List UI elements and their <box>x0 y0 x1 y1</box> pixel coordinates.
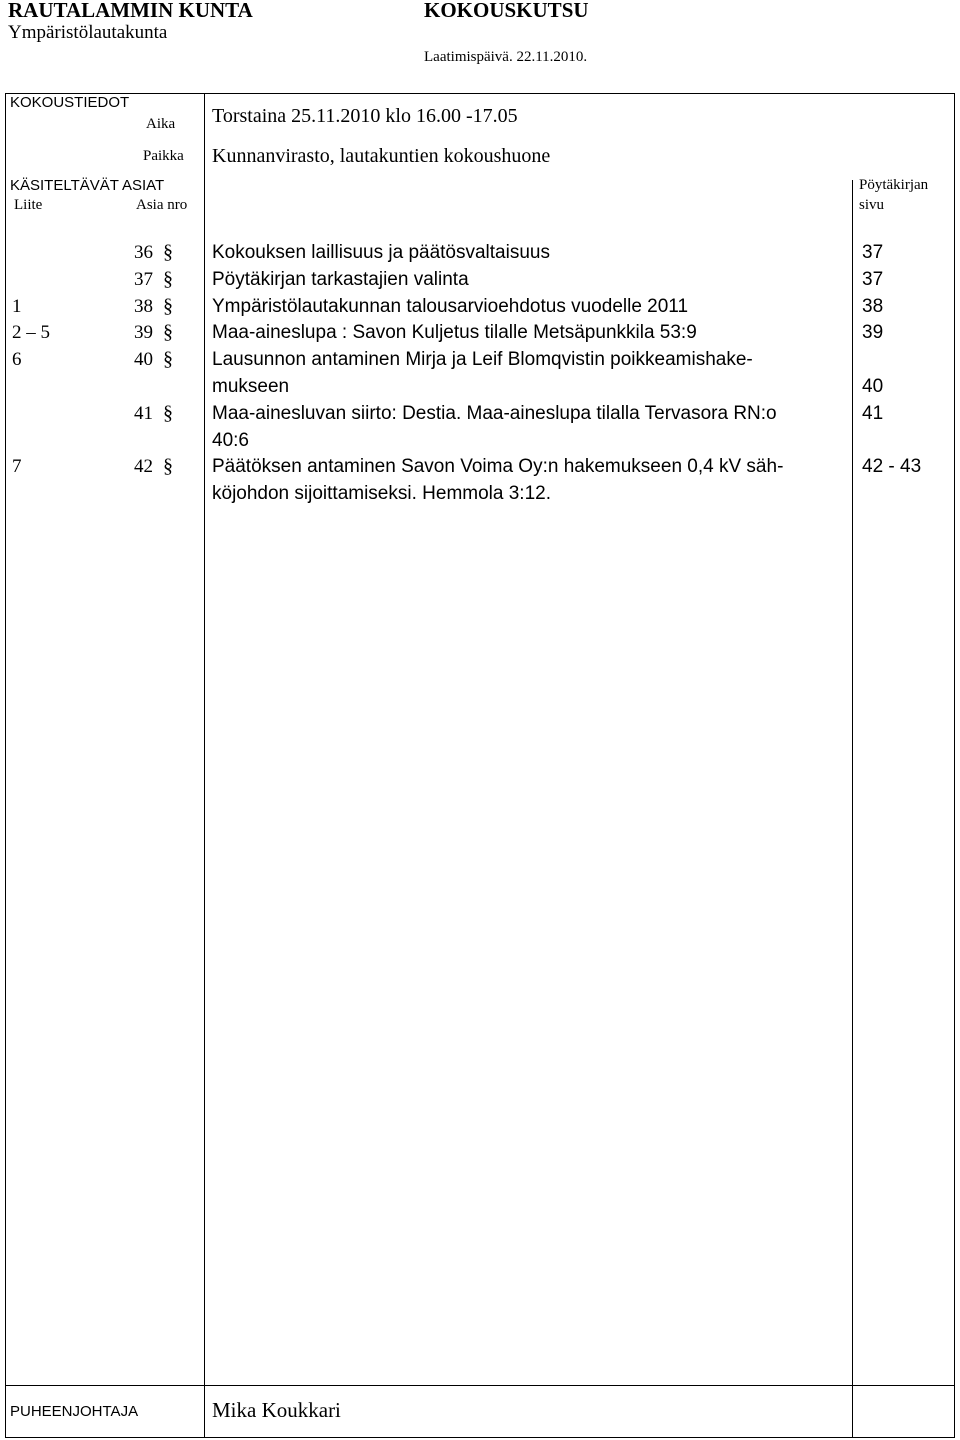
item-number-column-header: Asia nro <box>136 197 188 213</box>
agenda-item-number: 39 <box>134 322 153 344</box>
chair-label: PUHEENJOHTAJA <box>10 1403 139 1420</box>
agenda-item-title: Pöytäkirjan tarkastajien valinta <box>212 268 469 290</box>
agenda-item-page: 38 <box>862 295 884 317</box>
agenda-item-number: 41 <box>134 402 153 424</box>
footer-divider <box>5 1385 955 1386</box>
page-column-header-line1: Pöytäkirjan <box>859 177 929 193</box>
agenda-item-number: 40 <box>134 349 153 371</box>
attachment-column-header: Liite <box>14 197 43 213</box>
column-divider-right <box>852 180 853 1438</box>
agenda-item-attachment: 7 <box>12 456 22 478</box>
agenda-item-title: Päätöksen antaminen Savon Voima Oy:n hakemukseen 0,4 kV säh- <box>212 456 784 478</box>
place-label: Paikka <box>143 148 184 164</box>
agenda-item-number: 37 <box>134 268 153 290</box>
chair-name: Mika Koukkari <box>212 1398 341 1422</box>
agenda-section-label: KÄSITELTÄVÄT ASIAT <box>10 177 165 194</box>
agenda-item-page: 37 <box>862 268 884 290</box>
place-value: Kunnanvirasto, lautakuntien kokoushuone <box>212 145 551 167</box>
created-date: Laatimispäivä. 22.11.2010. <box>424 49 588 65</box>
agenda-item-title: Maa-aineslupa : Savon Kuljetus tilalle Metsäpunkkila 53:9 <box>212 322 697 344</box>
agenda-item-page: 42 - 43 <box>862 456 922 478</box>
paragraph-symbol: § <box>163 401 173 424</box>
document-type: KOKOUSKUTSU <box>424 0 589 22</box>
agenda-item-attachment: 1 <box>12 295 22 317</box>
page-column-header-line2: sivu <box>859 197 885 213</box>
meeting-info-label: KOKOUSTIEDOT <box>10 94 130 111</box>
agenda-item-title: köjohdon sijoittamiseksi. Hemmola 3:12. <box>212 483 551 505</box>
agenda-item-page: 41 <box>862 402 884 424</box>
paragraph-symbol: § <box>163 348 173 371</box>
agenda-item-page: 40 <box>862 376 884 397</box>
time-label: Aika <box>146 116 176 132</box>
time-value: Torstaina 25.11.2010 klo 16.00 -17.05 <box>212 105 518 127</box>
paragraph-symbol: § <box>163 455 173 478</box>
agenda-item-page: 39 <box>862 322 884 344</box>
agenda-item-attachment: 6 <box>12 349 22 371</box>
column-divider-left <box>204 93 205 1438</box>
agenda-item-attachment: 2 – 5 <box>12 322 50 344</box>
paragraph-symbol: § <box>163 241 173 263</box>
agenda-item-title: Lausunnon antaminen Mirja ja Leif Blomqvistin poikkeamishake- <box>212 349 753 371</box>
agenda-item-title: mukseen <box>212 376 290 397</box>
agenda-item-title: 40:6 <box>212 429 249 451</box>
organization-name: RAUTALAMMIN KUNTA <box>8 0 253 22</box>
agenda-item-page: 37 <box>862 242 884 263</box>
committee-name: Ympäristölautakunta <box>8 22 168 43</box>
agenda-item-title: Kokouksen laillisuus ja päätösvaltaisuus <box>212 242 550 263</box>
paragraph-symbol: § <box>163 321 173 344</box>
agenda-item-title: Maa-ainesluvan siirto: Destia. Maa-aineslupa tilalla Tervasora RN:o <box>212 402 777 424</box>
paragraph-symbol: § <box>163 294 173 317</box>
paragraph-symbol: § <box>163 267 173 290</box>
agenda-item-number: 36 <box>134 242 153 263</box>
agenda-item-number: 42 <box>134 456 153 478</box>
agenda-item-title: Ympäristölautakunnan talousarvioehdotus vuodelle 2011 <box>212 295 689 317</box>
agenda-item-number: 38 <box>134 295 153 317</box>
